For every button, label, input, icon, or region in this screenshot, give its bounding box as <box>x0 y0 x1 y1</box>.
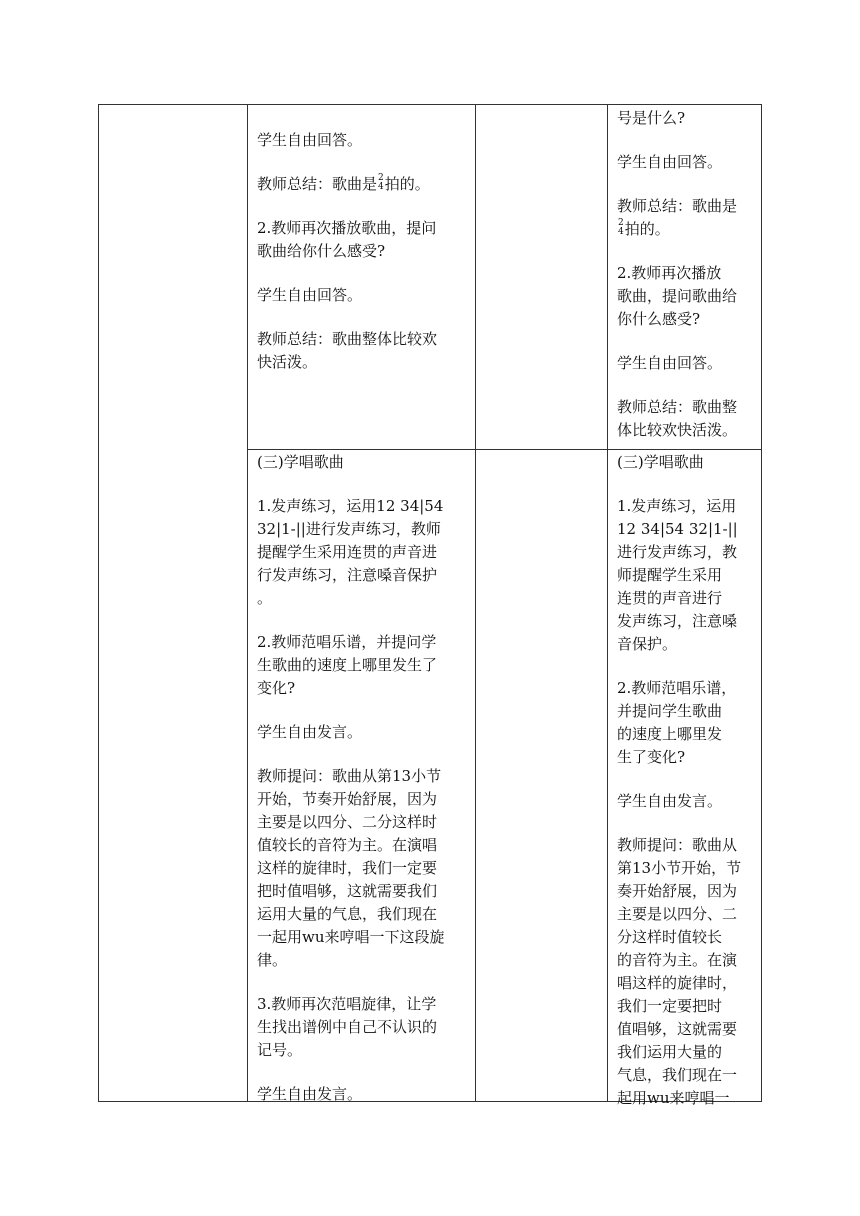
text-line: 学生自由发言。 <box>257 723 363 741</box>
text-line: 发声练习，注意嗓 <box>617 612 738 630</box>
text-line: 2.教师范唱乐谱， <box>617 679 737 697</box>
text-line: 的音符为主。在演 <box>617 951 738 969</box>
text-line: 歌曲，提问歌曲给 <box>617 287 738 305</box>
text-line: 行发声练习，注意嗓音保护 <box>257 566 438 584</box>
text-line: 学生自由发言。 <box>257 1085 363 1103</box>
column-divider-3 <box>607 105 608 1101</box>
text-line: 快活泼。 <box>257 353 318 371</box>
text-line: 我们一定要把时 <box>617 997 723 1015</box>
text-line: 连贯的声音进行 <box>617 589 723 607</box>
text-line: 学生自由回答。 <box>617 153 723 171</box>
row1-col2-cell <box>257 129 437 374</box>
text-line: 教师总结：歌曲整体比较欢 <box>257 330 438 348</box>
text-line: 教师提问：歌曲从第13小节 <box>257 767 442 785</box>
text-line: 运用大量的气息，我们现在 <box>257 905 438 923</box>
text-line: 。 <box>257 589 273 607</box>
text-line: 3.教师再次范唱旋律，让学 <box>257 995 437 1013</box>
text-line: 值较长的音符为主。在演唱 <box>257 836 438 854</box>
text-line: 生歌曲的速度上哪里发生了 <box>257 656 438 674</box>
text-line <box>257 173 437 196</box>
text-line: 体比较欢快活泼。 <box>617 421 738 439</box>
text-line: 2.教师再次播放 <box>617 264 722 282</box>
row1-col4-cell <box>617 107 737 442</box>
text-line: 歌曲给你什么感受? <box>257 242 386 260</box>
text-line: 音保护。 <box>617 635 678 653</box>
text-line: 奏开始舒展，因为 <box>617 882 738 900</box>
text-line: (三)学唱歌曲 <box>257 453 344 471</box>
text-line: 学生自由回答。 <box>257 131 363 149</box>
text-line: 记号。 <box>257 1041 303 1059</box>
text-line: 教师总结：歌曲整 <box>617 398 738 416</box>
frac-den: 4 <box>378 182 384 192</box>
text-line: 的速度上哪里发 <box>617 725 723 743</box>
text-line: 值唱够，这就需要 <box>617 1020 738 1038</box>
text-line: 教师提问：歌曲从 <box>617 836 738 854</box>
column-divider-2 <box>475 105 476 1101</box>
row2-col4-cell <box>617 451 741 1110</box>
text-line: 32|1-||进行发声练习，教师 <box>257 520 441 538</box>
text-line: 主要是以四分、二分这样时 <box>257 813 438 831</box>
text-line: 号是什么? <box>617 109 686 127</box>
text-line: 进行发声练习，教 <box>617 543 738 561</box>
text-line: 学生自由发言。 <box>617 792 723 810</box>
text-line: 主要是以四分、二 <box>617 905 738 923</box>
text-line: 教师总结：歌曲是 <box>257 175 378 193</box>
row2-col2-cell <box>257 451 445 1106</box>
frac-den: 4 <box>618 227 624 237</box>
text-line: 师提醒学生采用 <box>617 566 723 584</box>
text-line: 起用wu来哼唱一 <box>617 1089 730 1107</box>
text-line: 拍的。 <box>384 175 430 193</box>
text-line: 把时值唱够，这就需要我们 <box>257 882 438 900</box>
text-line: 2.教师再次播放歌曲，提问 <box>257 219 437 237</box>
text-line: 教师总结：歌曲是 <box>617 197 738 215</box>
text-line: 并提问学生歌曲 <box>617 702 723 720</box>
text-line: 1.发声练习，运用12 34|54 <box>257 497 444 515</box>
time-signature <box>618 219 624 237</box>
text-line: 生了变化? <box>617 748 686 766</box>
text-line: 变化? <box>257 679 296 697</box>
frac-num: 2 <box>378 173 384 183</box>
text-line: 这样的旋律时，我们一定要 <box>257 859 438 877</box>
text-line: 唱这样的旋律时， <box>617 974 738 992</box>
text-line: 学生自由回答。 <box>617 354 723 372</box>
text-line: (三)学唱歌曲 <box>617 453 704 471</box>
text-line: 我们运用大量的 <box>617 1043 723 1061</box>
column-divider-1 <box>247 105 248 1101</box>
text-line: 一起用wu来哼唱一下这段旋 <box>257 928 445 946</box>
text-line: 分这样时值较长 <box>617 928 723 946</box>
text-line: 12 34|54 32|1-|| <box>617 520 738 538</box>
text-line <box>617 218 737 241</box>
text-line: 1.发声练习，运用 <box>617 497 737 515</box>
text-line: 你什么感受? <box>617 310 701 328</box>
text-line: 学生自由回答。 <box>257 286 363 304</box>
text-line: 气息，我们现在一 <box>617 1066 738 1084</box>
text-line: 律。 <box>257 951 288 969</box>
text-line: 生找出谱例中自己不认识的 <box>257 1018 438 1036</box>
text-line: 提醒学生采用连贯的声音进 <box>257 543 438 561</box>
text-line: 拍的。 <box>624 220 670 238</box>
row-divider <box>247 449 761 450</box>
text-line: 2.教师范唱乐谱，并提问学 <box>257 633 437 651</box>
time-signature <box>378 174 384 192</box>
text-line: 第13小节开始，节 <box>617 859 742 877</box>
frac-num: 2 <box>618 218 624 228</box>
lesson-plan-table <box>98 104 762 1107</box>
text-line: 开始，节奏开始舒展，因为 <box>257 790 438 808</box>
